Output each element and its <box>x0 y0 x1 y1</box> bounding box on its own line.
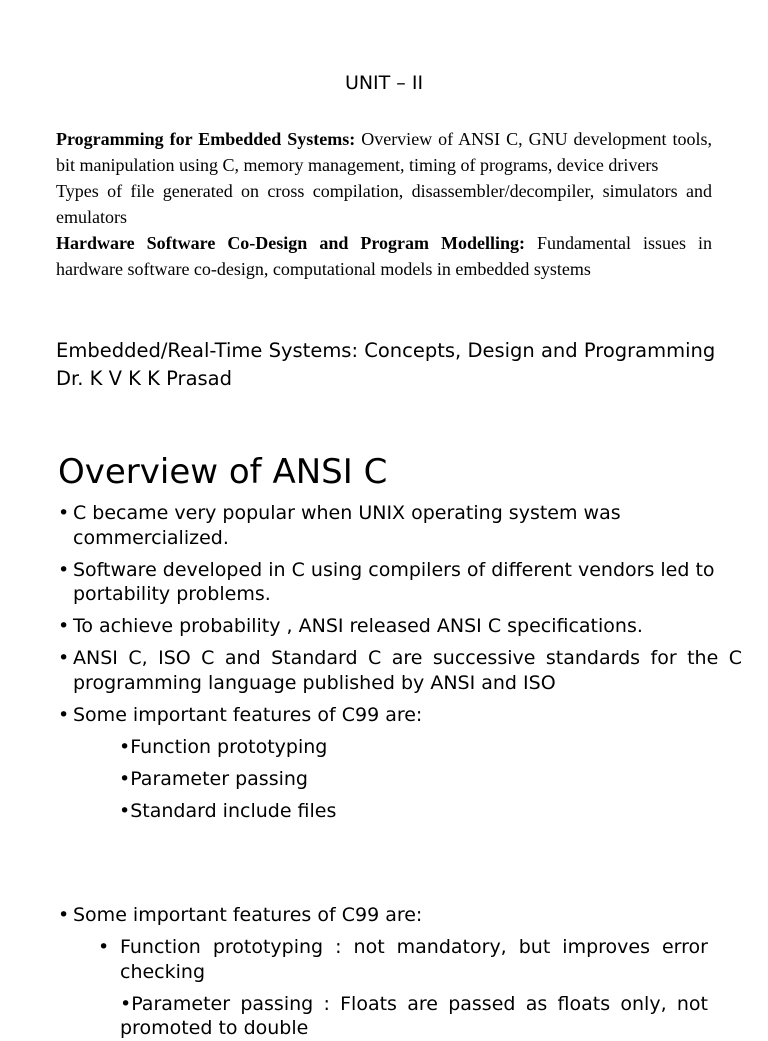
reference-author: Dr. K V K K Prasad <box>56 367 233 390</box>
bullet-item: • Software developed in C using compilers of different vendors led to portability problems. <box>58 558 742 607</box>
syllabus-paragraph-3 <box>56 230 712 282</box>
unit-title: UNIT – II <box>344 72 424 94</box>
bullet-item: • Some important features of C99 are: <box>58 703 742 728</box>
slide2-bullet-list <box>58 903 742 1041</box>
bullet-item: • ANSI C, ISO C and Standard C are successive standards for the C programming language published by ANSI and ISO <box>58 646 742 695</box>
syllabus-heading-programming: Programming for Embedded Systems: <box>56 129 356 149</box>
syllabus-text-1: Overview of ANSI C, GNU development tools, bit manipulation using C, memory management, timing of programs, device drivers <box>56 129 712 175</box>
syllabus-paragraph-2: Types of file generated on cross compilation, disassembler/decompiler, simulators and emulators <box>56 181 712 227</box>
bullet-item: • To achieve probability , ANSI released ANSI C specifications. <box>58 614 742 639</box>
bullet-dot: • <box>98 936 110 958</box>
reference-block <box>56 337 715 393</box>
sub-bullet-item <box>58 935 708 984</box>
bullet-item: • C became very popular when UNIX operating system was commercialized. <box>58 501 742 550</box>
bullet-item: • Some important features of C99 are: <box>58 903 742 928</box>
sub-bullet-item: •Parameter passing <box>119 767 308 790</box>
syllabus-text-3: Fundamental issues in hardware software co-design, computational models in embedded systems <box>56 233 712 279</box>
sub-bullet-item: •Parameter passing : Floats are passed as floats only, not promoted to double <box>120 992 708 1039</box>
slide1-bullet-list <box>58 501 742 831</box>
slide-title: Overview of ANSI C <box>58 452 388 492</box>
sub-bullet-text: Function prototyping : not mandatory, but improves error checking <box>120 936 708 983</box>
sub-bullet-item: •Standard include files <box>119 799 337 822</box>
syllabus-paragraph-1 <box>56 126 712 178</box>
syllabus-block <box>56 126 712 282</box>
syllabus-heading-codesign: Hardware Software Co-Design and Program Modelling: <box>56 233 525 253</box>
reference-book: Embedded/Real-Time Systems: Concepts, Design and Programming <box>56 339 716 362</box>
sub-bullet-item: •Function prototyping <box>119 735 328 758</box>
